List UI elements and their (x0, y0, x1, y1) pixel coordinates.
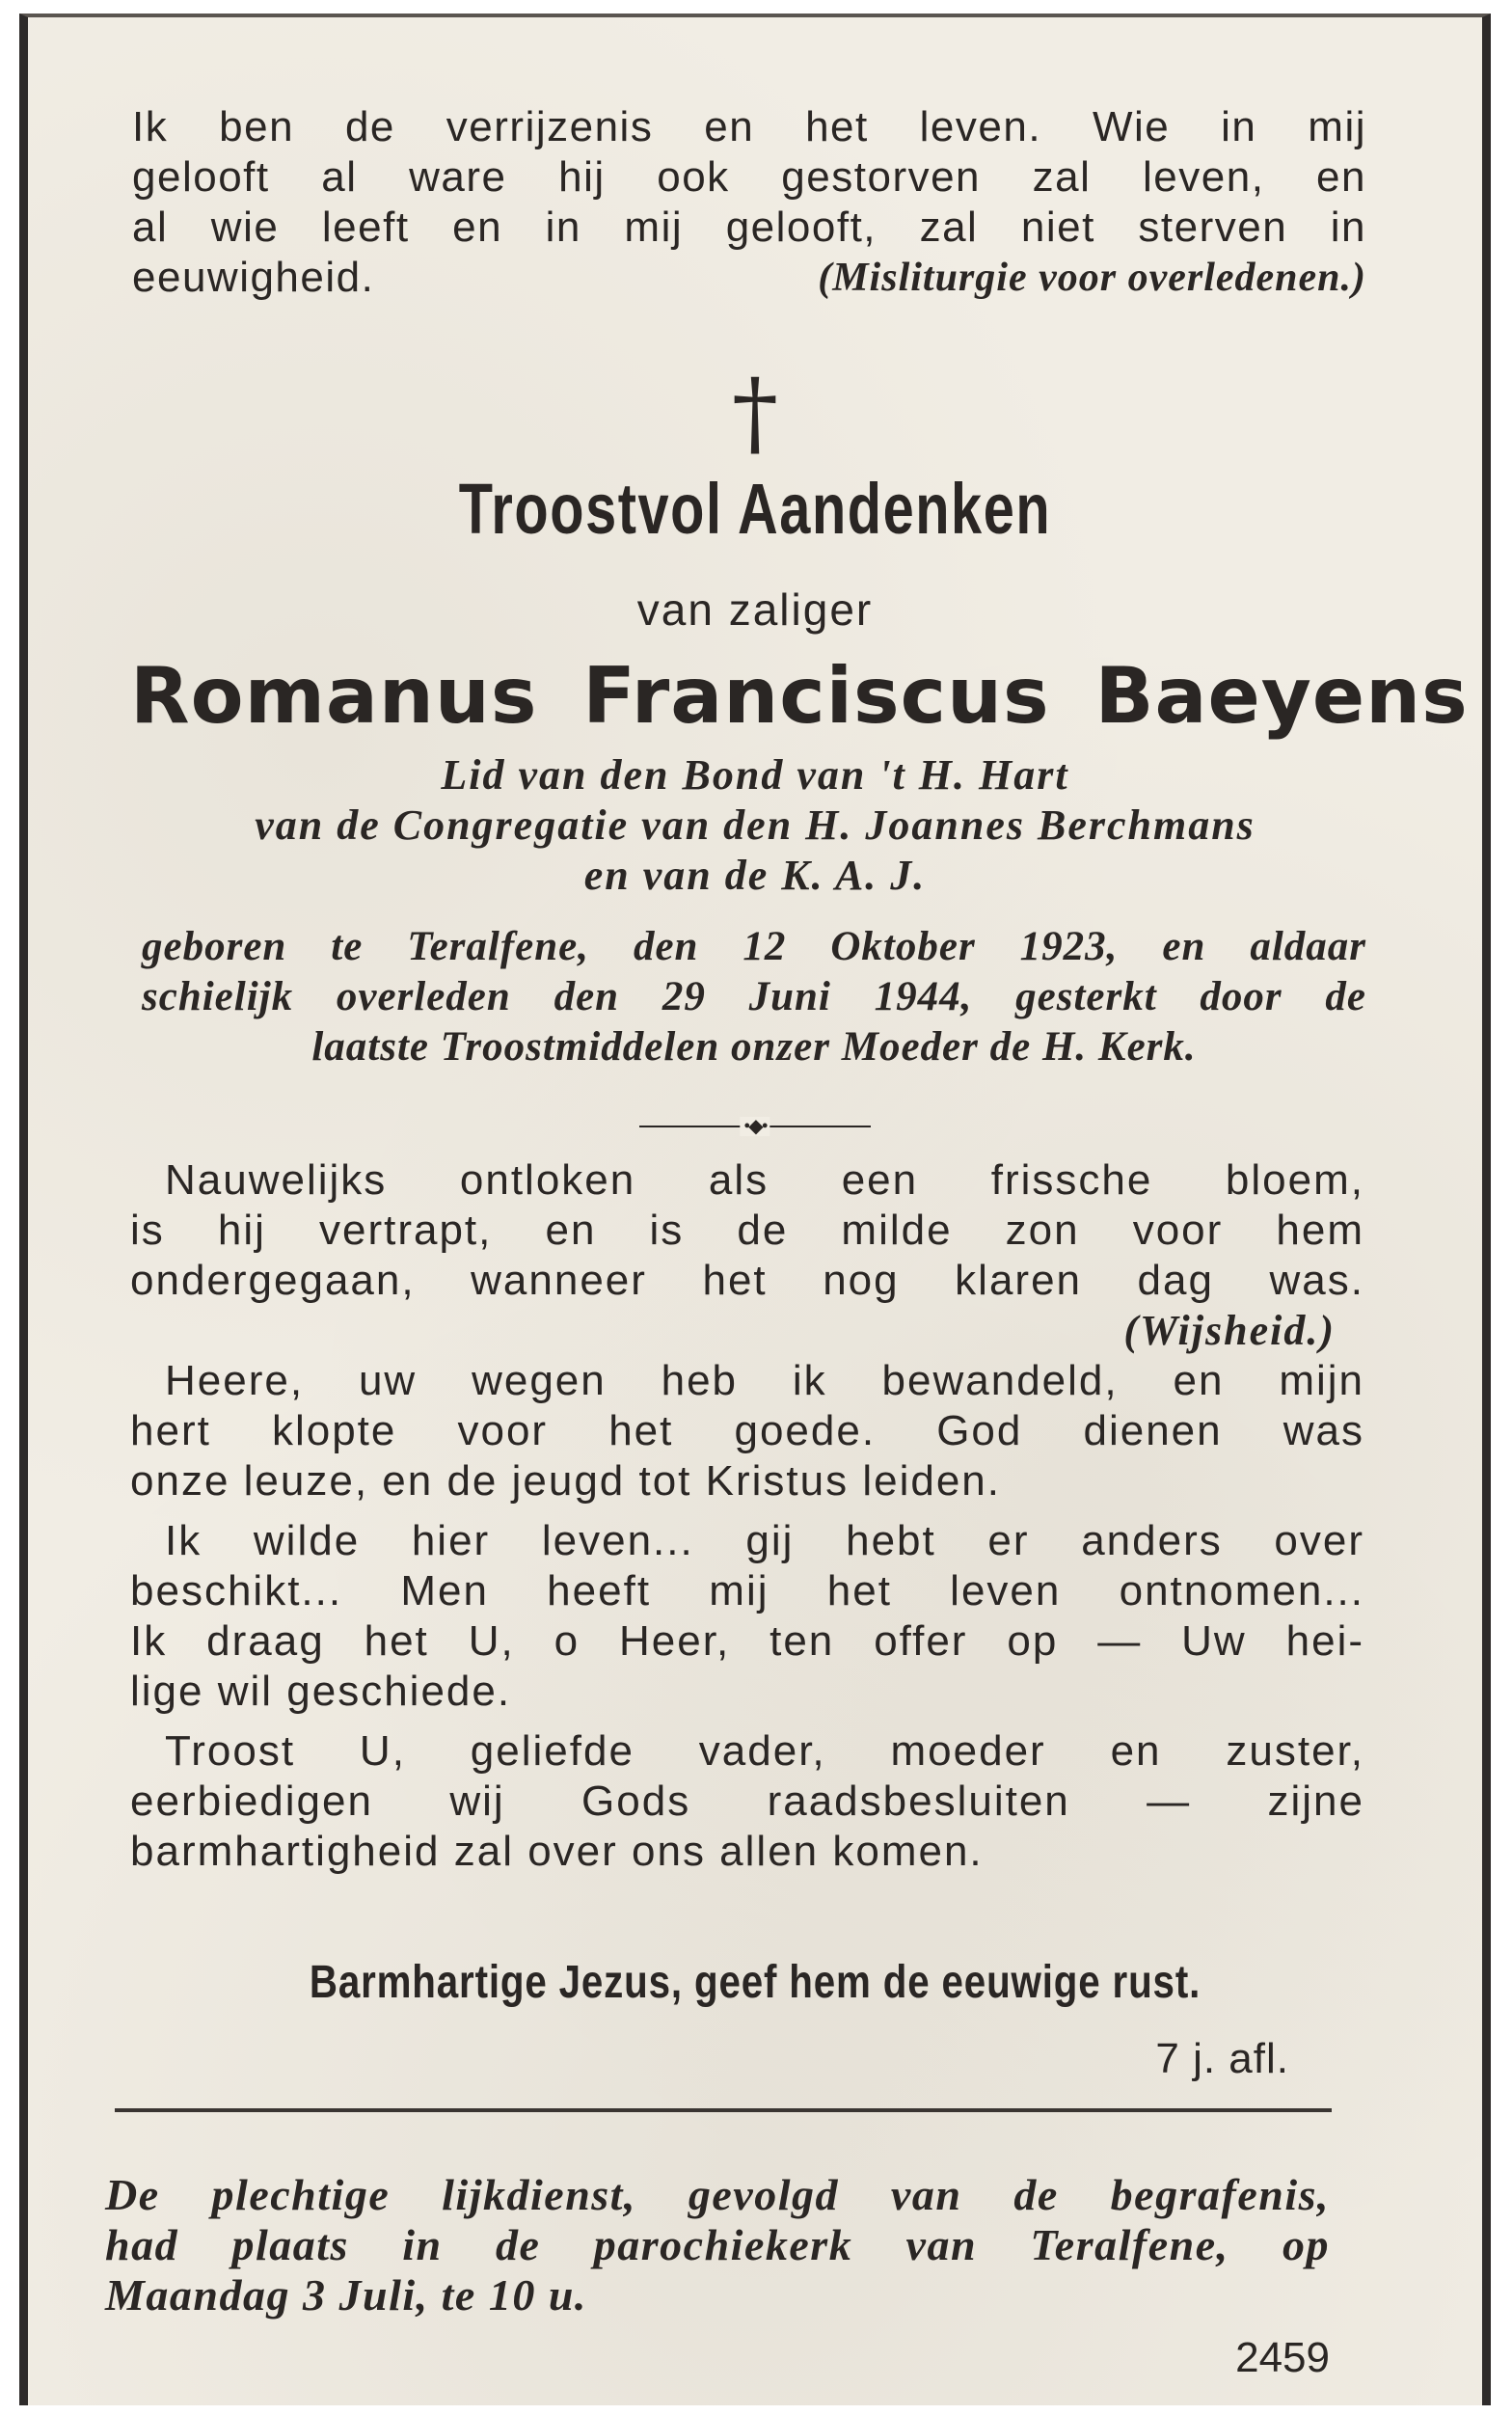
epigraph-line-3: al wie leeft en in mij gelooft, zal niet sterven in (132, 204, 1366, 251)
body-p1-line-2: is hij vertrapt, en is de milde zon voor hem (130, 1207, 1364, 1254)
funeral-notice (28, 2170, 1482, 2320)
memorial-card (19, 14, 1491, 2405)
funeral-line-2: had plaats in de parochiekerk van Teralfene, op (105, 2220, 1330, 2269)
body-p3-line-4: lige wil geschiede. (130, 1668, 512, 1715)
epigraph-line-1: Ik ben de verrijzenis en het leven. Wie in mij (132, 103, 1366, 150)
body-p3-line-2: beschikt... Men heeft mij het leven ontnomen... (130, 1567, 1364, 1615)
birth-line-1: geboren te Teralfene, den 12 Oktober 1923, en aldaar (142, 924, 1366, 969)
print-number: 2459 (1235, 2334, 1330, 2381)
membership-line-3: en van de K. A. J. (583, 852, 927, 899)
divider-ornament-icon: •◆• (740, 1117, 770, 1136)
birth-line-2: schielijk overleden den 29 Juni 1944, gesterkt door de (142, 974, 1366, 1019)
ornamental-divider (28, 1111, 1482, 1138)
indulgence-note: 7 j. afl. (1155, 2035, 1289, 2082)
funeral-line-1: De plechtige lijkdienst, gevolgd van de begrafenis, (105, 2170, 1330, 2219)
body-p1-source: (Wijsheid.) (1123, 1307, 1336, 1354)
body-p2-line-2: hert klopte voor het goede. God dienen was (130, 1407, 1364, 1454)
body-p3-line-3: Ik draag het U, o Heer, ten offer op — Uw hei- (130, 1617, 1364, 1665)
body-p4-line-2: eerbiedigen wij Gods raadsbesluiten — zijne (130, 1777, 1364, 1825)
birth-line-3: laatste Troostmiddelen onzer Moeder de H. Kerk. (311, 1024, 1197, 1070)
cross-icon: † (732, 359, 778, 467)
divider-rule (639, 1115, 871, 1137)
body-p4-line-3: barmhartigheid zal over ons allen komen. (130, 1828, 984, 1875)
epigraph-source: (Misliturgie voor overledenen.) (818, 256, 1366, 300)
body-p2-line-3: onze leuze, en de jeugd tot Kristus leiden. (130, 1457, 1001, 1505)
body-p1-line-3: ondergegaan, wanneer het nog klaren dag was. (130, 1257, 1364, 1304)
membership-line-1: Lid van den Bond van 't H. Hart (441, 751, 1069, 799)
closing-prayer: Barmhartige Jezus, geef hem de eeuwige rust. (309, 1957, 1202, 2008)
body-p3-line-1: Ik wilde hier leven... gij hebt er anders over (165, 1517, 1364, 1564)
memorial-text (28, 1155, 1482, 1877)
epigraph (28, 102, 1482, 303)
epigraph-line-2: gelooft al ware hij ook gestorven zal leven, en (132, 153, 1366, 201)
funeral-line-3: Maandag 3 Juli, te 10 u. (105, 2270, 587, 2320)
epigraph-line-4 (132, 253, 1366, 303)
deceased-name: Romanus Franciscus Baeyens (130, 651, 1469, 741)
body-p1-line-1: Nauwelijks ontloken als een frissche bloem, (165, 1156, 1364, 1204)
birth-death-details (28, 922, 1482, 1072)
membership-line-2: van de Congregatie van den H. Joannes Berchmans (255, 801, 1256, 849)
bottom-rule (115, 2108, 1332, 2112)
body-p4-line-1: Troost U, geliefde vader, moeder en zuster, (165, 1727, 1364, 1775)
memberships (28, 750, 1482, 901)
body-p2-line-1: Heere, uw wegen heb ik bewandeld, en mijn (165, 1357, 1364, 1404)
card-title: Troostvol Aandenken (458, 469, 1052, 549)
card-subtitle: van zaliger (636, 584, 874, 635)
epigraph-last-word: eeuwigheid. (132, 254, 375, 301)
